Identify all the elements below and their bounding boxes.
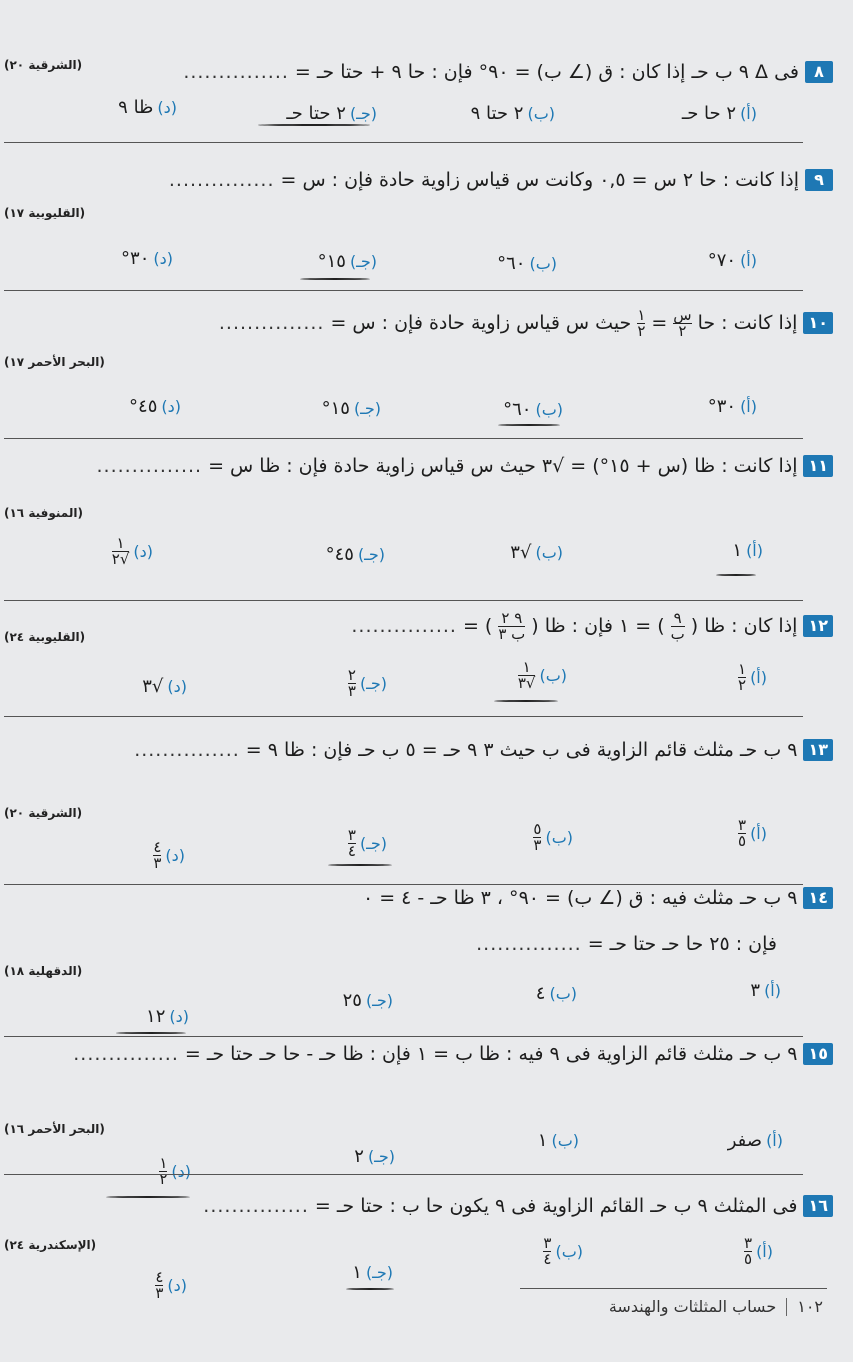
answer-underline (116, 1032, 186, 1034)
denominator: ٤ (543, 1250, 552, 1268)
option-b[interactable] (497, 253, 557, 274)
source-tag: (البحر الأحمر ١٧) (4, 355, 105, 369)
fraction (738, 662, 746, 693)
numerator: ٣ (543, 1234, 552, 1252)
option-value: ٣٠° (121, 248, 150, 269)
option-label: (جـ) (365, 1263, 393, 1282)
answer-underline (494, 700, 558, 702)
denominator: ٢ (159, 1170, 168, 1188)
page-footer (609, 1297, 823, 1316)
fraction (155, 1270, 163, 1301)
source-tag: (البحر الأحمر ١٦) (4, 1122, 105, 1136)
option-c[interactable] (352, 1262, 393, 1283)
divider (4, 142, 803, 143)
option-c[interactable] (318, 251, 377, 272)
option-label: (ب) (549, 984, 577, 1003)
option-label: (ب) (535, 543, 563, 562)
option-label: (د) (169, 1007, 189, 1026)
option-label: (د) (167, 1276, 187, 1295)
option-a[interactable] (738, 662, 767, 693)
option-value: ٢٥ (342, 990, 362, 1011)
option-label: (ب) (529, 254, 557, 273)
divider (4, 716, 803, 717)
option-a[interactable] (728, 1130, 783, 1151)
option-value: ٤ (535, 983, 546, 1004)
answer-underline (258, 124, 370, 126)
option-label: (أ) (756, 1242, 773, 1261)
option-b[interactable] (510, 542, 563, 563)
option-d[interactable] (129, 396, 181, 417)
option-value: ظا ٩ (118, 97, 154, 118)
numerator: ٤ (153, 838, 162, 856)
fraction (533, 822, 541, 853)
option-a[interactable] (708, 250, 757, 271)
footer-divider (786, 1298, 787, 1316)
option-value: ١٥° (321, 398, 350, 419)
fraction (498, 608, 526, 643)
option-value: ٢ حتا ٩ (470, 103, 524, 124)
option-c[interactable] (286, 103, 377, 124)
answer-blank: ............... (183, 61, 289, 83)
divider (4, 1036, 803, 1037)
question-number: ١٣ (803, 739, 833, 761)
question-text: إذا كانت : حا ٢ س = ٠,٥ وكانت س قياس زاوية حادة فإن : س = (280, 169, 799, 191)
option-label: (ب) (555, 1242, 583, 1261)
option-value: √٣ (142, 676, 164, 697)
option-value: ٣ (750, 980, 761, 1001)
question-number: ١١ (803, 455, 833, 477)
question-text-part: ) = ١ فإن : ظا ( (531, 615, 665, 637)
numerator: ١ (738, 660, 747, 678)
option-value: ٦٠° (497, 253, 526, 274)
option-a[interactable] (682, 103, 757, 124)
option-value: ٢ حا حـ (681, 103, 737, 124)
option-d[interactable] (159, 1156, 191, 1187)
numerator: س (673, 305, 692, 324)
option-b[interactable] (471, 103, 555, 124)
option-c[interactable] (354, 1146, 395, 1167)
source-tag: (المنوفية ١٦) (4, 506, 83, 520)
numerator: ٣ (744, 1234, 753, 1252)
question-13 (20, 736, 833, 764)
option-value: ٢ حتا حـ (286, 103, 346, 124)
question-text: ٩ ب حـ مثلث قائم الزاوية فى ب حيث ٣ ٩ حـ = ٥ ب حـ فإن : ظا ٩ = (245, 739, 798, 761)
question-10 (20, 305, 833, 340)
question-number: ١٥ (803, 1043, 833, 1065)
option-label: (د) (165, 846, 185, 865)
option-label: (ب) (539, 666, 567, 685)
option-c[interactable] (348, 668, 387, 699)
option-c[interactable] (326, 544, 385, 565)
denominator: ٣ (155, 1284, 164, 1302)
source-tag: (الشرقية ٢٠) (4, 58, 83, 72)
question-text: ٩ ب حـ مثلث قائم الزاوية فى ٩ فيه : ظا ب = ١ فإن : ظا حـ - حا حـ حتا حـ = (184, 1043, 798, 1065)
numerator: ١ (159, 1154, 168, 1172)
option-d[interactable] (153, 840, 185, 871)
option-label: (ب) (527, 104, 555, 123)
option-d[interactable] (142, 676, 187, 697)
fraction (744, 1236, 752, 1267)
option-label: (د) (171, 1162, 191, 1181)
question-8 (20, 58, 833, 86)
fraction (670, 608, 685, 643)
option-value: ٤٥° (325, 544, 354, 565)
option-value: ١ (537, 1130, 548, 1151)
fraction (159, 1156, 167, 1187)
fraction (543, 1236, 551, 1267)
page-number: ١٠٢ (797, 1297, 823, 1316)
option-label: (جـ) (359, 674, 387, 693)
question-14 (20, 884, 833, 912)
denominator: ٢ (738, 676, 747, 694)
numerator: ٣ (347, 826, 356, 844)
denominator: ب (670, 624, 685, 643)
denominator: ٥ (738, 832, 747, 850)
option-label: (أ) (746, 541, 763, 560)
option-value: ٦٠° (503, 399, 532, 420)
question-16 (20, 1192, 833, 1220)
fraction (153, 840, 161, 871)
denominator: ب ٣ (498, 624, 526, 643)
option-value: ٤٥° (129, 396, 158, 417)
answer-blank: ............... (203, 1195, 309, 1217)
answer-blank: ............... (168, 169, 275, 191)
option-label: (جـ) (365, 991, 393, 1010)
equals-sign: = (651, 312, 668, 334)
option-a[interactable] (738, 818, 767, 849)
answer-underline (328, 864, 392, 866)
option-d[interactable] (155, 1270, 187, 1301)
option-d[interactable] (146, 1006, 189, 1027)
option-label: (د) (157, 98, 177, 117)
denominator: ٤ (347, 842, 356, 860)
denominator: ٣ (533, 836, 542, 854)
option-b[interactable] (518, 660, 567, 691)
answer-blank: ............... (73, 1043, 179, 1065)
option-label: (جـ) (357, 545, 385, 564)
option-label: (جـ) (349, 104, 377, 123)
question-number: ١٦ (803, 1195, 833, 1217)
answer-underline (300, 278, 370, 280)
option-d[interactable] (112, 536, 153, 567)
divider (4, 290, 803, 291)
question-number: ١٤ (803, 887, 833, 909)
source-tag: (الدقهلية ١٨) (4, 964, 83, 978)
option-label: (أ) (740, 397, 757, 416)
option-value: صفر (727, 1130, 763, 1151)
option-a[interactable] (708, 396, 757, 417)
numerator: ٩ ٢ (501, 608, 523, 627)
option-b[interactable] (503, 399, 563, 420)
fraction (112, 536, 130, 567)
source-tag: (الإسكندرية ٢٤) (4, 1238, 97, 1252)
option-d[interactable] (121, 248, 173, 269)
book-title: حساب المثلثات والهندسة (608, 1297, 777, 1316)
option-label: (د) (153, 249, 173, 268)
option-label: (جـ) (349, 252, 377, 271)
answer-underline (498, 424, 560, 426)
answer-blank: ............... (218, 312, 325, 334)
denominator: √٢ (111, 550, 130, 568)
numerator: ٢ (347, 666, 356, 684)
question-number: ١٠ (803, 312, 833, 334)
question-14-continued (20, 930, 777, 958)
question-text-part: حيث س قياس زاوية حادة فإن : س = (330, 312, 632, 334)
divider (4, 438, 803, 439)
option-value: ١ (352, 1262, 362, 1283)
denominator: ٣ (153, 854, 162, 872)
answer-blank: ............... (351, 615, 457, 637)
question-text-part: إذا كان : ظا ( (690, 615, 798, 637)
answer-underline (346, 1288, 394, 1290)
option-b[interactable] (536, 983, 577, 1004)
question-text-part: ) = (462, 615, 493, 637)
question-text: فإن : ٢٥ حا حـ حتا حـ = (587, 933, 777, 955)
option-label: (أ) (764, 981, 781, 1000)
numerator: ١ (637, 305, 646, 324)
option-label: (أ) (750, 668, 767, 687)
question-12 (20, 608, 833, 643)
option-value: ٢ (354, 1146, 364, 1167)
denominator: ٢ (678, 321, 687, 340)
option-c[interactable] (348, 828, 387, 859)
fraction (637, 305, 646, 340)
numerator: ٤ (155, 1268, 164, 1286)
option-value: ١٥° (317, 251, 346, 272)
option-label: (أ) (766, 1131, 783, 1150)
option-label: (د) (167, 677, 187, 696)
source-tag: (القليوبية ٢٤) (4, 630, 86, 644)
answer-blank: ............... (134, 739, 240, 761)
option-value: ١ (732, 540, 743, 561)
numerator: ١ (522, 658, 531, 676)
option-a[interactable] (750, 980, 781, 1001)
numerator: ٣ (738, 816, 747, 834)
denominator: ٢ (637, 321, 646, 340)
option-value: ٣٠° (707, 396, 737, 417)
fraction (738, 818, 746, 849)
numerator: ٥ (533, 820, 542, 838)
question-11 (20, 452, 833, 480)
option-label: (أ) (740, 251, 757, 270)
option-label: (أ) (740, 104, 757, 123)
option-c[interactable] (322, 398, 381, 419)
question-text-part: إذا كانت : حا (697, 312, 798, 334)
option-label: (أ) (750, 824, 767, 843)
fraction (348, 828, 356, 859)
answer-blank: ............... (96, 455, 203, 477)
question-text: فى Δ ٩ ب حـ إذا كان : ق (∠ ب) = ٩٠° فإن : حا ٩ + حتا حـ = (294, 61, 799, 83)
option-label: (د) (161, 397, 181, 416)
denominator: ٥ (744, 1250, 753, 1268)
denominator: √٣ (517, 674, 536, 692)
question-number: ١٢ (803, 615, 833, 637)
option-d[interactable] (118, 97, 177, 118)
option-label: (د) (133, 542, 153, 561)
option-b[interactable] (533, 822, 573, 853)
question-text: ٩ ب حـ مثلث فيه : ق (∠ ب) = ٩٠° ، ٣ ظا حـ - ٤ = ٠ (362, 887, 798, 909)
question-number: ٩ (805, 169, 833, 191)
option-label: (جـ) (353, 399, 381, 418)
footer-rule (520, 1288, 827, 1289)
option-a[interactable] (732, 540, 763, 561)
question-text: إذا كانت : ظا (س + ١٥°) = √٣ حيث س قياس زاوية حادة فإن : ظا س = (208, 455, 798, 477)
option-label: (ب) (535, 400, 563, 419)
fraction (518, 660, 536, 691)
option-label: (جـ) (359, 834, 387, 853)
option-value: ١٢ (146, 1006, 166, 1027)
question-number: ٨ (805, 61, 833, 83)
question-15 (20, 1040, 833, 1068)
option-a[interactable] (744, 1236, 773, 1267)
divider (4, 600, 803, 601)
fraction (348, 668, 356, 699)
answer-underline (716, 574, 756, 576)
option-label: (جـ) (367, 1147, 395, 1166)
source-tag: (القليوبية ١٧) (4, 206, 86, 220)
question-text: فى المثلث ٩ ب حـ القائم الزاوية فى ٩ يكون حا ب : حتا حـ = (314, 1195, 798, 1217)
option-c[interactable] (343, 990, 393, 1011)
numerator: ١ (116, 534, 125, 552)
option-b[interactable] (543, 1236, 583, 1267)
divider (4, 1174, 803, 1175)
option-label: (ب) (551, 1131, 579, 1150)
option-value: √٣ (510, 542, 532, 563)
denominator: ٣ (347, 682, 356, 700)
option-b[interactable] (538, 1130, 579, 1151)
question-9 (20, 166, 833, 194)
fraction (673, 305, 692, 340)
answer-blank: ............... (476, 933, 582, 955)
option-label: (ب) (545, 828, 573, 847)
numerator: ٩ (673, 608, 682, 627)
source-tag: (الشرقية ٢٠) (4, 806, 83, 820)
option-value: ٧٠° (707, 250, 737, 271)
